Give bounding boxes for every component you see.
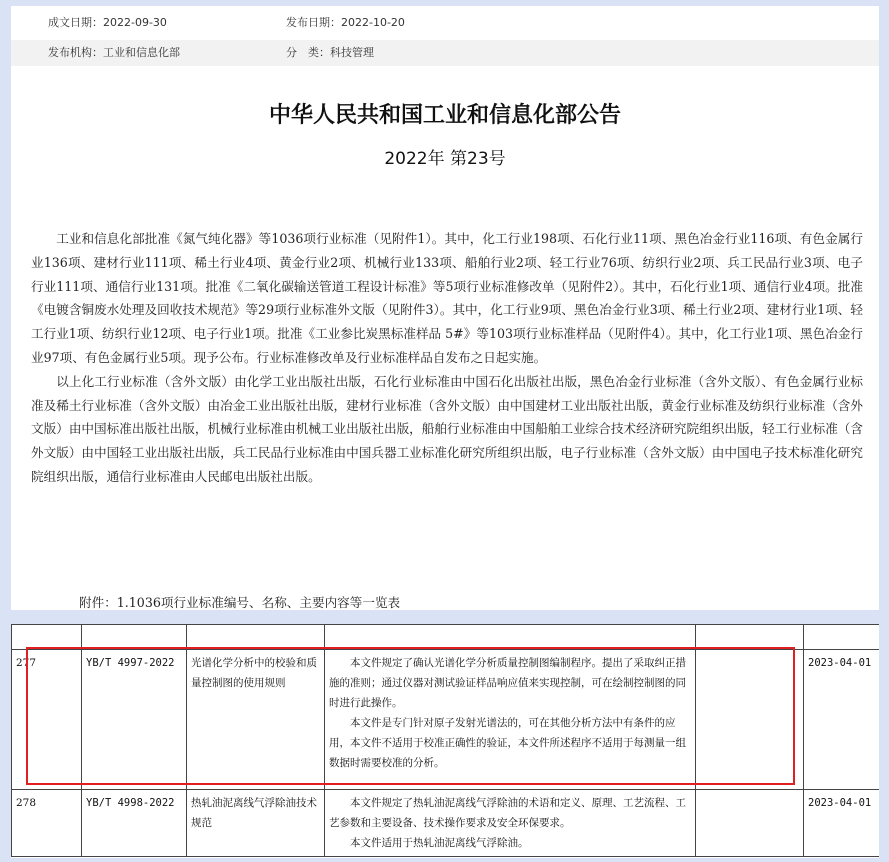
row-date: 2023-04-01 xyxy=(804,790,880,857)
row-content-p2: 本文件是专门针对原子发射光谱法的，可在其他分析方法中有条件的应用，本文件不适用于校准正确性的验证，本文件所述程序不适用于每测量一组数据时需要校准的分析。 xyxy=(329,717,686,769)
row-code: YB/T 4997-2022 xyxy=(82,650,187,790)
document-number: 2022年 第23号 xyxy=(384,149,506,169)
date-written-label: 成文日期： xyxy=(48,16,103,29)
publish-date-label: 发布日期： xyxy=(286,16,341,29)
row-seq: 277 xyxy=(12,650,82,790)
row-replaced xyxy=(696,790,804,857)
row-name: 热轧油泥离线气浮除油技术规范 xyxy=(187,790,325,857)
table-row xyxy=(12,790,880,857)
row-seq: 278 xyxy=(12,790,82,857)
row-replaced xyxy=(696,650,804,790)
category-value: 科技管理 xyxy=(330,46,374,59)
attachment-link[interactable]: 附件：1.1036项行业标准编号、名称、主要内容等一览表 xyxy=(79,595,401,610)
table-row-partial xyxy=(12,625,880,650)
body-paragraph-2: 以上化工行业标准（含外文版）由化学工业出版社出版，石化行业标准由中国石化出版社出版，黑色冶金行业标准（含外文版）、有色金属行业标准及稀土行业标准（含外文版）由冶金工业出版社出版，建材行业标准（含外文版）由中国建材工业出版社出版，黄金行业标准及纺织行业标准（含外文版）由中国标准出版社出版，机械行业标准由机械工业出版社出版，船舶行业标准由中国船舶工业综合技术经济研究院组织出版，轻工行业标准（含外文版）由中国轻工业出版社出版，兵工民品行业标准由中国兵器工业标准化研究所组织出版，电子行业标准（含外文版）由中国电子技术标准化研究院组织出版，通信行业标准由人民邮电出版社出版。 xyxy=(31,373,863,484)
category xyxy=(286,40,374,66)
publish-date-value: 2022-10-20 xyxy=(341,16,405,29)
row-name: 光谱化学分析中的校验和质量控制图的使用规则 xyxy=(187,650,325,790)
table-row xyxy=(12,650,880,790)
row-content xyxy=(325,790,696,857)
standards-table xyxy=(11,624,879,857)
publisher-value: 工业和信息化部 xyxy=(103,46,180,59)
row-content xyxy=(325,650,696,790)
publisher xyxy=(48,40,180,66)
publisher-label: 发布机构： xyxy=(48,46,103,59)
row-content-p2: 本文件适用于热轧油泥离线气浮除油。 xyxy=(350,837,529,849)
standards-table-panel xyxy=(11,624,879,858)
row-content-p1: 本文件规定了热轧油泥离线气浮除油的术语和定义、原理、工艺流程、工艺参数和主要设备、技术操作要求及安全环保要求。 xyxy=(329,797,686,829)
row-content-p1: 本文件规定了确认光谱化学分析质量控制图编制程序。提出了采取纠正措施的准则；通过仪器对测试验证样品响应值来实现控制，可在绘制控制图的同时进行此操作。 xyxy=(329,657,686,709)
date-written xyxy=(48,10,167,36)
row-date: 2023-04-01 xyxy=(804,650,880,790)
meta-row-dates xyxy=(11,10,879,36)
announcement-panel xyxy=(11,6,879,610)
category-label: 分 类： xyxy=(286,46,330,59)
date-written-value: 2022-09-30 xyxy=(103,16,167,29)
document-title: 中华人民共和国工业和信息化部公告 xyxy=(268,103,621,128)
document-body xyxy=(31,227,863,489)
publish-date xyxy=(286,10,405,36)
meta-row-publisher xyxy=(11,40,879,66)
body-paragraph-1: 工业和信息化部批准《氮气纯化器》等1036项行业标准（见附件1）。其中，化工行业198项、石化行业11项、黑色冶金行业116项、有色金属行业136项、建材行业111项、稀土行业4项、黄金行业2项、机械行业133项、船舶行业2项、轻工行业76项、纺织行业2项、兵工民品行业3项、电子行业111项、通信行业131项。批准《二氧化碳输送管道工程设计标准》等5项行业标准修改单（见附件2）。其中，石化行业1项、通信行业4项。批准《电镀含铜废水处理及回收技术规范》等29项行业标准外文版（见附件3）。其中，化工行业9项、黑色冶金行业3项、稀土行业2项、建材行业1项、轻工行业1项、纺织行业12项、电子行业1项。批准《工业参比炭黑标准样品 5#》等103项行业标准样品（见附件4）。其中，化工行业1项、黑色冶金行业97项、有色金属行业5项。现予公布。行业标准修改单及行业标准样品自发布之日起实施。 xyxy=(31,231,863,365)
row-code: YB/T 4998-2022 xyxy=(82,790,187,857)
